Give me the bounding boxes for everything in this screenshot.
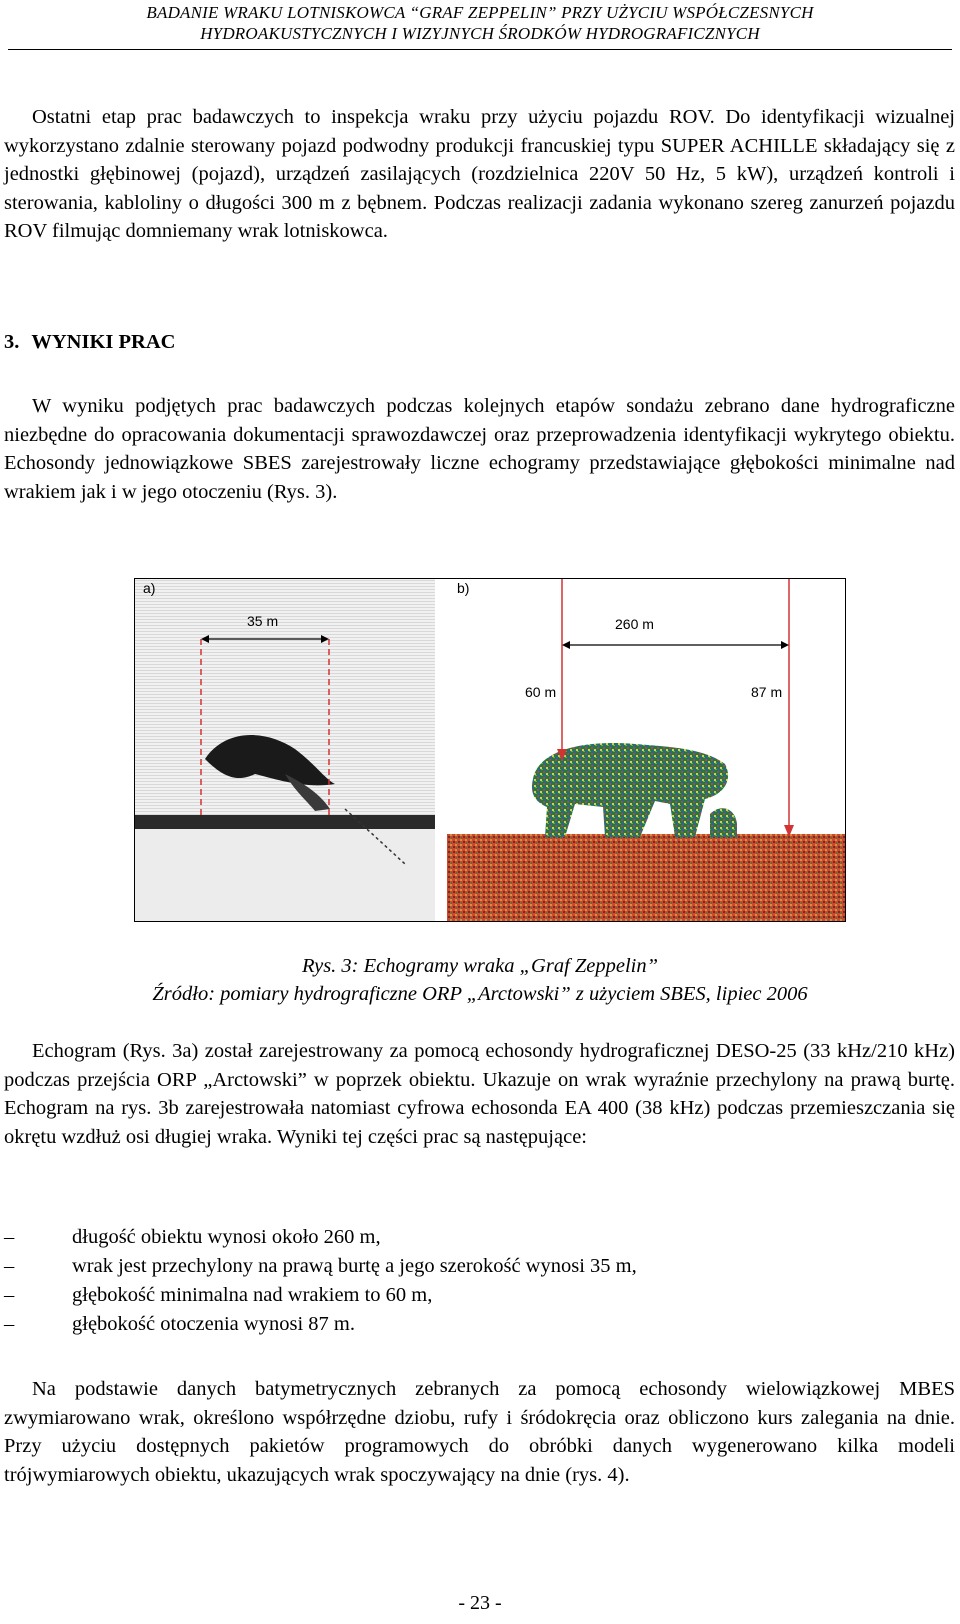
panel-a (135, 579, 435, 922)
running-header (0, 2, 960, 44)
min-depth-label: 60 m (525, 684, 557, 700)
list-item: – głębokość minimalna nad wrakiem to 60 m, (4, 1281, 944, 1310)
paragraph-rov-inspection: Ostatni etap prac badawczych to inspekcja wraku przy użyciu pojazdu ROV. Do identyfikacji wizualnej wykorzystano zdalnie sterowany pojazd podwodny produkcji francuskiej typu SUPER ACHILLE składający się z jednostki głębinowej (pojazd), urządzeń zasilających (rozdzielnica 220V 50 Hz, 5 kW), urządzeń kontroli i sterowania, kabloliny o długości 300 m z bębnem. Podczas realizacji zadania wykonano szereg zanurzeń pojazdu ROV filmując domniemany wrak lotniskowca. (4, 106, 955, 242)
running-header-line-2: HYDROAKUSTYCZNYCH I WIZYJNYCH ŚRODKÓW HYDROGRAFICZNYCH (200, 24, 760, 43)
paragraph-results: W wyniku podjętych prac badawczych podczas kolejnych etapów sondażu zebrano dane hydrograficzne niezbędne do opracowania dokumentacji sprawozdawczej oraz przeprowadzenia identyfikacji wykrytego obiektu. Echosondy jednowiązkowe SBES zarejestrowały liczne echogramy przedstawiające głębokości minimalne nad wrakiem jak i w jego otoczeniu (Rys. 3). (4, 395, 955, 503)
header-divider (8, 49, 952, 50)
list-item: – długość obiektu wynosi około 260 m, (4, 1223, 944, 1252)
running-header-line-1: BADANIE WRAKU LOTNISKOWCA “GRAF ZEPPELIN” PRZY UŻYCIU WSPÓŁCZESNYCH (146, 3, 814, 22)
list-item: – głębokość otoczenia wynosi 87 m. (4, 1310, 944, 1339)
list-dash: – (4, 1284, 15, 1306)
list-dash: – (4, 1255, 15, 1277)
paragraph-mbes: Na podstawie danych batymetrycznych zebranych za pomocą echosondy wielowiązkowej MBES zwymiarowano wrak, określono współrzędne dziobu, rufy i śródokręcia oraz obliczono kurs zalegania na dnie. Przy użyciu dostępnych pakietów programowych do obróbki danych wygenerowano kilka modeli trójwymiarowych obiektu, ukazujących wrak spoczywający na dnie (rys. 4). (4, 1378, 955, 1486)
list-dash: – (4, 1226, 15, 1248)
figure-caption-source: Źródło: pomiary hydrograficzne ORP „Arctowski” z użyciem SBES, lipiec 2006 (152, 983, 808, 1005)
list-item: – wrak jest przechylony na prawą burtę a jego szerokość wynosi 35 m, (4, 1252, 944, 1281)
panel-b-seabed (447, 834, 845, 922)
panel-a-label: a) (143, 580, 156, 596)
panel-b (445, 579, 846, 922)
list-dash: – (4, 1313, 15, 1335)
page-number: - 23 - (458, 1592, 502, 1614)
surrounding-depth-label: 87 m (751, 684, 783, 700)
echogram-image (135, 579, 846, 922)
figure-caption-title: Rys. 3: Echogramy wraka „Graf Zeppelin” (301, 955, 659, 977)
panel-b-label: b) (457, 580, 470, 596)
section-number: 3. (4, 331, 20, 353)
paragraph-echogram: Echogram (Rys. 3a) został zarejestrowany za pomocą echosondy hydrograficznej DESO-25 (33 kHz/210 kHz) podczas przejścia ORP „Arctowski” w poprzek obiektu. Ukazuje on wrak wyraźnie przechylony na prawą burtę. Echogram na rys. 3b zarejestrowała natomiast cyfrowa echosonda EA 400 (38 kHz) podczas przemieszczania się okrętu wzdłuż osi długiej wraka. Wyniki tej części prac są następujące: (4, 1040, 955, 1148)
panel-a-seabed-line (135, 815, 435, 829)
section-title: WYNIKI PRAC (31, 331, 176, 353)
results-list (4, 1223, 944, 1339)
width-label: 35 m (247, 613, 279, 629)
length-label: 260 m (615, 616, 654, 632)
section-heading (4, 331, 187, 354)
echogram-figure (134, 578, 846, 922)
